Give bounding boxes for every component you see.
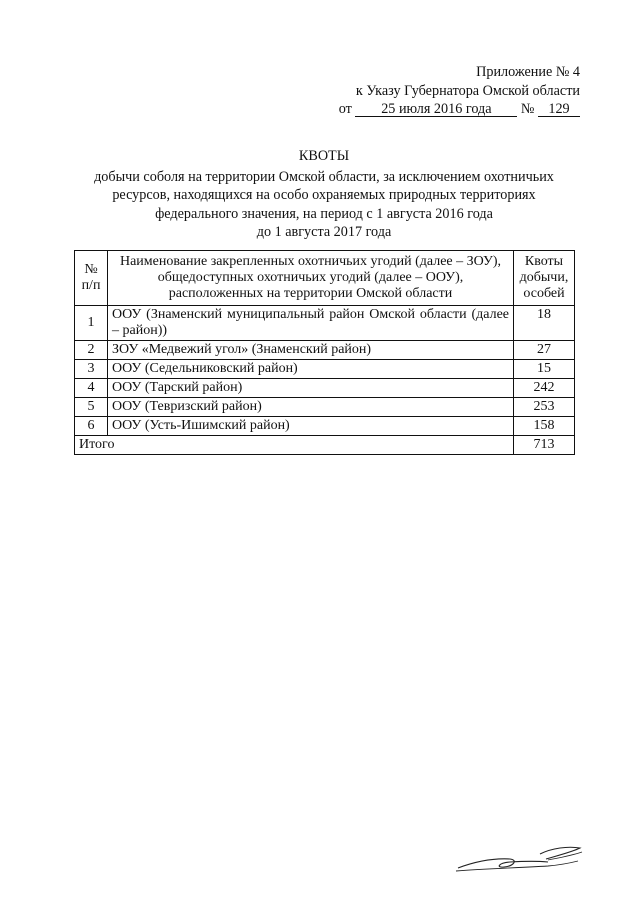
decree-date: 25 июля 2016 года [355,102,517,117]
decree-number: 129 [538,102,580,117]
row-quota: 27 [514,341,575,360]
row-quota: 253 [514,398,575,417]
heading-title: КВОТЫ [298,148,350,164]
header-number: № п/п [75,251,108,306]
appendix-title: Приложение № 4 [476,64,580,80]
appendix-decree-reference: к Указу Губернатора Омской области [355,82,580,99]
row-number: 3 [75,360,108,379]
row-quota: 18 [514,306,575,341]
table-row [75,360,575,379]
header-quota: Квоты добычи, особей [514,251,575,306]
row-quota: 158 [514,417,575,436]
row-name: ООУ (Усть-Ишимский район) [108,417,514,436]
row-name: ООУ (Седельниковский район) [108,360,514,379]
row-name: ООУ (Тарский район) [108,379,514,398]
row-name: ЗОУ «Медвежий угол» (Знаменский район) [108,341,514,360]
total-label: Итого [75,436,514,455]
heading-subtitle-line: федерального значения, на период с 1 августа 2016 года [155,205,493,222]
row-name: ООУ (Тевризский район) [108,398,514,417]
quota-table [74,250,575,455]
row-number: 2 [75,341,108,360]
row-quota: 242 [514,379,575,398]
total-quota: 713 [514,436,575,455]
table-row [75,306,575,341]
row-number: 5 [75,398,108,417]
row-name: ООУ (Знаменский муниципальный район Омской области (далее – район)) [108,306,514,341]
table-row [75,417,575,436]
from-prefix: от [338,101,352,117]
header-name: Наименование закрепленных охотничьих угодий (далее – ЗОУ), общедоступных охотничьих угодий (далее – ООУ), расположенных на территории Омской области [108,251,514,306]
heading-subtitle-line: добычи соболя на территории Омской области, за исключением охотничьих [94,168,554,185]
appendix-block [339,63,580,119]
row-number: 6 [75,417,108,436]
table-total-row [75,436,575,455]
row-number: 1 [75,306,108,341]
table-header-row [75,251,575,306]
table-row [75,341,575,360]
table-row [75,379,575,398]
number-prefix: № [520,101,535,117]
row-quota: 15 [514,360,575,379]
appendix-date-line [339,100,580,119]
heading-subtitle-line: ресурсов, находящихся на особо охраняемых природных территориях [112,187,536,203]
document-heading [74,147,574,242]
table-row [75,398,575,417]
signature-scribble [452,840,592,890]
row-number: 4 [75,379,108,398]
heading-subtitle-line: до 1 августа 2017 года [256,224,392,240]
